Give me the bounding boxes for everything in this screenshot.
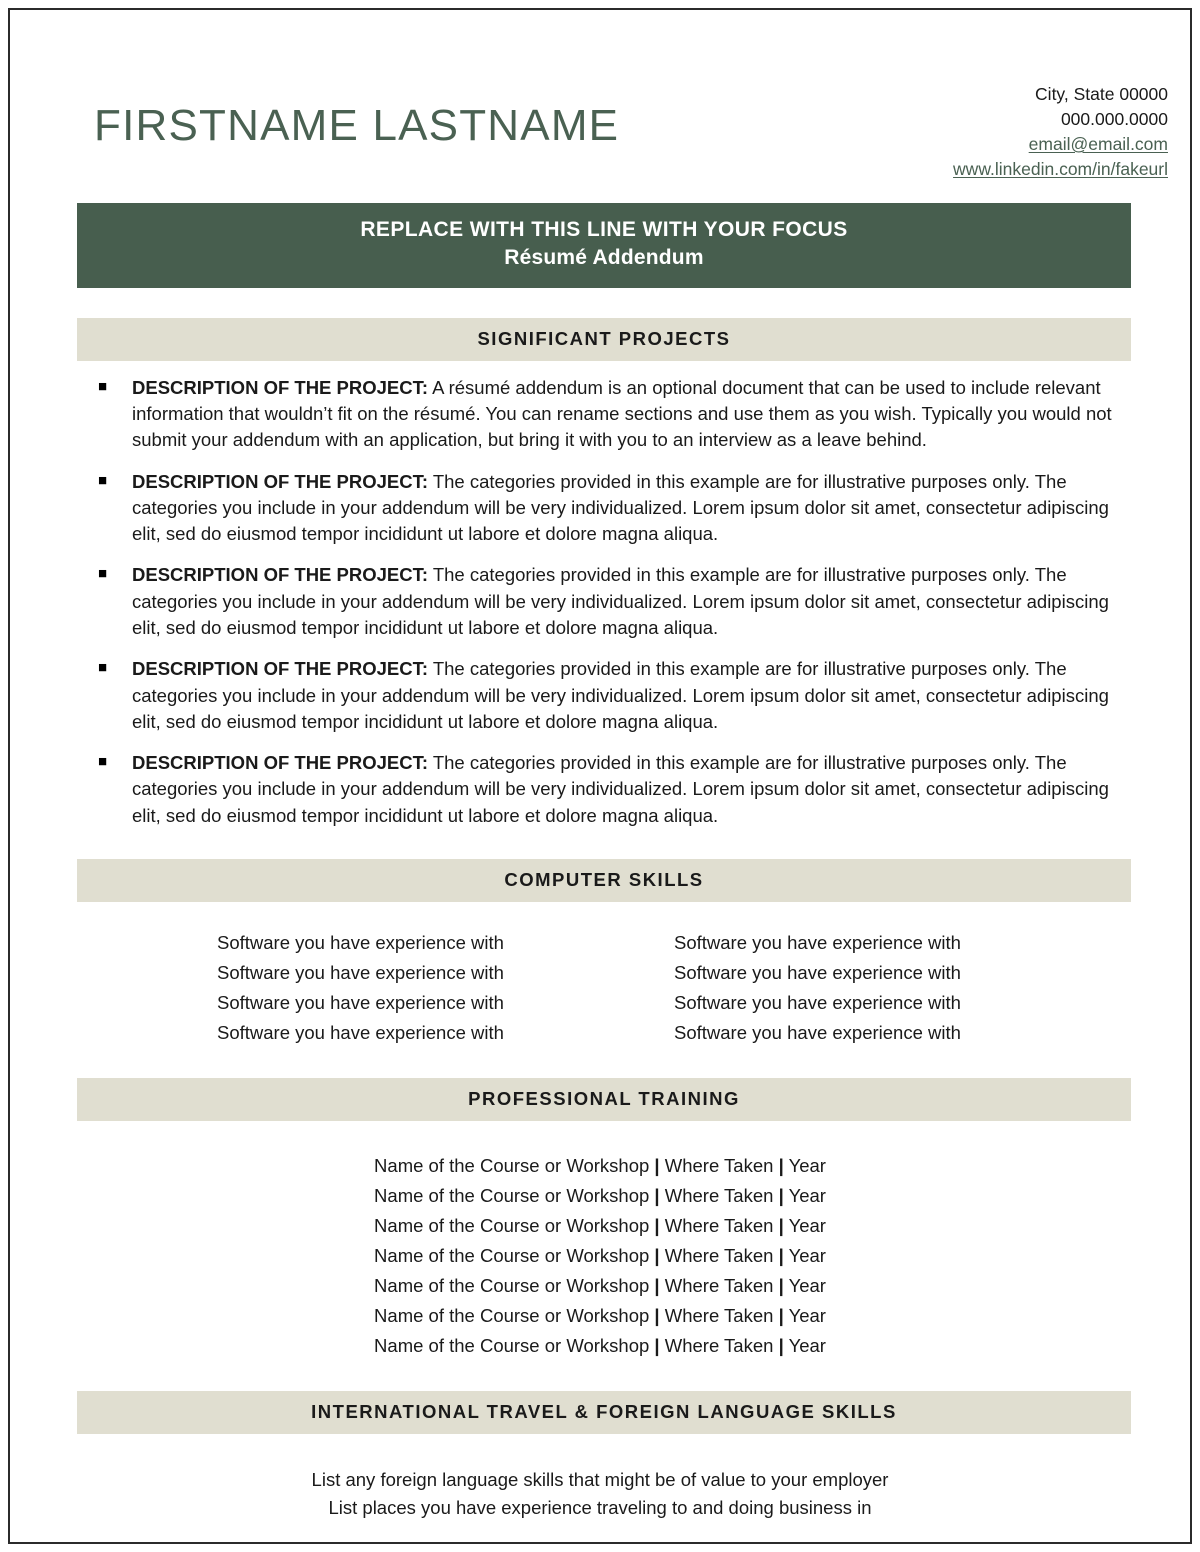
document-subtitle: Résumé Addendum [504, 245, 704, 269]
square-bullet-icon: ■ [98, 471, 108, 489]
training-year: Year [788, 1334, 826, 1356]
contact-block [953, 82, 1170, 181]
contact-email-link[interactable]: email@email.com [1028, 133, 1168, 154]
training-separator: | [654, 1334, 660, 1356]
training-separator: | [778, 1184, 784, 1206]
training-course: Name of the Course or Workshop [374, 1334, 650, 1356]
list-item: List places you have experience traveling to and doing business in [328, 1496, 872, 1518]
list-item-lead: DESCRIPTION OF THE PROJECT: [132, 752, 429, 774]
list-item-text: The categories provided in this example are for illustrative purposes only. The categories you include in your addendum will be very individualized. Lorem ipsum dolor sit amet, consectetur adipiscing elit, sed do eiusmod tempor incididunt ut labore et dolore magna aliqua. [132, 470, 1109, 545]
training-separator: | [654, 1184, 660, 1206]
section-header-international-travel: INTERNATIONAL TRAVEL & FOREIGN LANGUAGE SKILLS [77, 1391, 1131, 1434]
list-item-lead: DESCRIPTION OF THE PROJECT: [132, 376, 429, 398]
table-row [10, 1271, 1190, 1301]
table-row [10, 1151, 1190, 1181]
list-item: Software you have experience with [674, 961, 961, 983]
training-where: Where Taken [664, 1244, 774, 1266]
training-year: Year [788, 1274, 826, 1296]
training-separator: | [778, 1214, 784, 1236]
table-row [10, 1241, 1190, 1271]
training-separator: | [778, 1274, 784, 1296]
list-item-text: A résumé addendum is an optional document that can be used to include relevant information that wouldn’t fit on the résumé. You can rename sections and use them as you wish. Typically you would not submit your addendum with an application, but bring it with you to an interview as a leave behind. [132, 376, 1112, 451]
contact-location: City, State 00000 [1035, 84, 1168, 104]
list-item: List any foreign language skills that might be of value to your employer [311, 1468, 889, 1490]
computer-skills-columns [77, 928, 1131, 1048]
page-title: FIRSTNAME LASTNAME [94, 101, 620, 150]
training-where: Where Taken [664, 1304, 774, 1326]
focus-banner [77, 203, 1131, 287]
computer-skills-column-left [217, 928, 674, 1048]
training-year: Year [788, 1214, 826, 1236]
square-bullet-icon: ■ [98, 659, 108, 677]
training-where: Where Taken [664, 1214, 774, 1236]
contact-phone: 000.000.0000 [1060, 108, 1168, 129]
list-item-lead: DESCRIPTION OF THE PROJECT: [132, 564, 429, 586]
training-separator: | [654, 1244, 660, 1266]
training-course: Name of the Course or Workshop [374, 1184, 650, 1206]
significant-projects-list [94, 375, 1126, 829]
contact-linkedin-link[interactable]: www.linkedin.com/in/fakeurl [953, 158, 1168, 179]
section-header-professional-training: PROFESSIONAL TRAINING [77, 1078, 1131, 1121]
table-row [10, 1301, 1190, 1331]
training-course: Name of the Course or Workshop [374, 1154, 650, 1176]
training-separator: | [778, 1154, 784, 1176]
list-item-text: The categories provided in this example are for illustrative purposes only. The categories you include in your addendum will be very individualized. Lorem ipsum dolor sit amet, consectetur adipiscing elit, sed do eiusmod tempor incididunt ut labore et dolore magna aliqua. [132, 658, 1109, 732]
table-row [10, 1331, 1190, 1361]
square-bullet-icon: ■ [98, 565, 108, 583]
training-where: Where Taken [664, 1274, 774, 1296]
list-item [94, 375, 1126, 454]
training-course: Name of the Course or Workshop [374, 1244, 650, 1266]
list-item: Software you have experience with [217, 1021, 504, 1043]
resume-page [8, 8, 1192, 1544]
training-year: Year [788, 1154, 826, 1176]
training-course: Name of the Course or Workshop [374, 1304, 650, 1326]
square-bullet-icon: ■ [98, 753, 108, 771]
section-header-significant-projects: SIGNIFICANT PROJECTS [77, 318, 1131, 361]
section-header-computer-skills: COMPUTER SKILLS [77, 859, 1131, 902]
list-item: Software you have experience with [674, 1021, 961, 1043]
list-item: Software you have experience with [217, 961, 504, 983]
list-item-lead: DESCRIPTION OF THE PROJECT: [132, 470, 429, 492]
focus-line: REPLACE WITH THIS LINE WITH YOUR FOCUS [360, 218, 848, 242]
table-row [10, 1211, 1190, 1241]
training-year: Year [788, 1304, 826, 1326]
list-item: Software you have experience with [674, 931, 961, 953]
training-separator: | [654, 1304, 660, 1326]
list-item-lead: DESCRIPTION OF THE PROJECT: [132, 658, 429, 680]
training-separator: | [654, 1274, 660, 1296]
training-where: Where Taken [664, 1334, 774, 1356]
training-separator: | [778, 1244, 784, 1266]
list-item: Software you have experience with [217, 931, 504, 953]
training-where: Where Taken [664, 1154, 774, 1176]
list-item [94, 469, 1126, 548]
training-separator: | [778, 1334, 784, 1356]
training-where: Where Taken [664, 1184, 774, 1206]
resume-header [10, 10, 1190, 181]
list-item [94, 750, 1126, 829]
international-travel-list [10, 1466, 1190, 1522]
training-course: Name of the Course or Workshop [374, 1214, 650, 1236]
square-bullet-icon: ■ [98, 377, 108, 395]
computer-skills-column-right [674, 928, 1131, 1048]
table-row [10, 1181, 1190, 1211]
professional-training-list [10, 1151, 1190, 1361]
training-separator: | [654, 1154, 660, 1176]
list-item: Software you have experience with [217, 991, 504, 1013]
list-item-text: The categories provided in this example are for illustrative purposes only. The categories you include in your addendum will be very individualized. Lorem ipsum dolor sit amet, consectetur adipiscing elit, sed do eiusmod tempor incididunt ut labore et dolore magna aliqua. [132, 564, 1109, 638]
training-year: Year [788, 1244, 826, 1266]
training-separator: | [654, 1214, 660, 1236]
list-item-text: The categories provided in this example are for illustrative purposes only. The categories you include in your addendum will be very individualized. Lorem ipsum dolor sit amet, consectetur adipiscing elit, sed do eiusmod tempor incididunt ut labore et dolore magna aliqua. [132, 752, 1109, 826]
list-item [94, 562, 1126, 641]
training-course: Name of the Course or Workshop [374, 1274, 650, 1296]
list-item [94, 656, 1126, 735]
training-separator: | [778, 1304, 784, 1326]
list-item: Software you have experience with [674, 991, 961, 1013]
training-year: Year [788, 1184, 826, 1206]
resume-content [10, 10, 1190, 1542]
